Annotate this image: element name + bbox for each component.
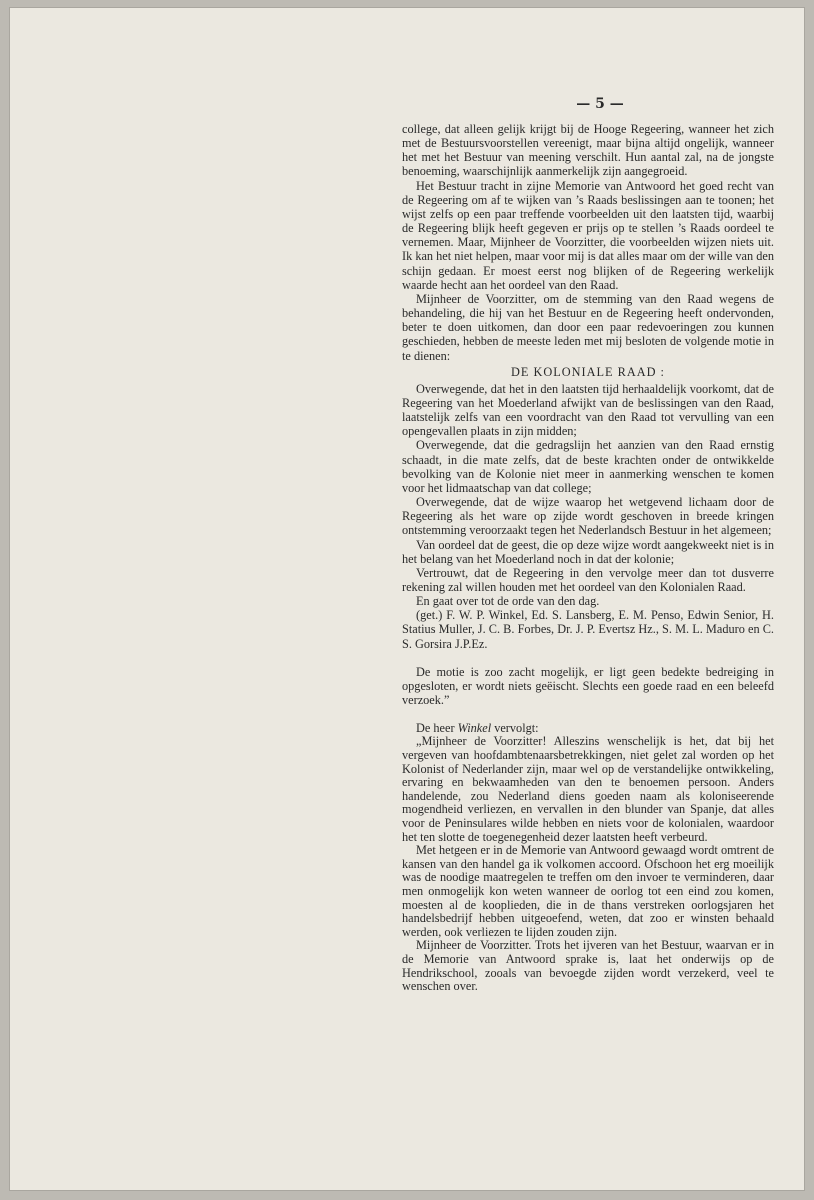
- paragraph: college, dat alleen gelijk krijgt bij de Hooge Regeering, wanneer het zich met de Bestuursvoorstellen vereenigt, maar bijna altijd ongelijk, wanneer het met het Bestuur van meening verschilt. Hun aantal zal, na de jongste benoeming, waarschijnlijk aanmerkelijk zijn aangegroeid.: [402, 122, 774, 179]
- paragraph: Mijnheer de Voorzitter. Trots het ijveren van het Bestuur, waarvan er in de Memorie van Antwoord sprake is, laat het onderwijs op de Hendrikschool, zooals van bevoegde zijden wordt verzekerd, veel te wenschen over.: [402, 938, 774, 994]
- motion-clause: Overwegende, dat de wijze waarop het wetgevend lichaam door de Regeering als het ware op zijde wordt geschoven in breede kringen ontstemming veroorzaakt tegen het Nederlandsch Bestuur in het algemeen;: [402, 495, 774, 538]
- paragraph: De motie is zoo zacht mogelijk, er ligt geen bedekte bedreiging in opgesloten, er wordt niets geëischt. Slechts een goede raad en een beleefd verzoek.”: [402, 664, 774, 708]
- motion-heading: DE KOLONIALE RAAD :: [511, 364, 665, 379]
- speaker-prefix: De heer: [416, 721, 458, 736]
- speaker-suffix: vervolgt:: [491, 721, 539, 736]
- paragraph: Het Bestuur tracht in zijne Memorie van Antwoord het goed recht van de Regeering om af te wijken van ’s Raads beslissingen aan te toonen; het wijst zelfs op een paar treffende voorbeelden uit den laatsten tijd, waarbij de Regeering blijk heeft gegeven er prijs op te stellen ’s Raads oordeel te vernemen. Maar, Mijnheer de Voorzitter, die voorbeelden wijzen niets uit. Ik kan het niet helpen, maar voor mij is dat alles maar om der wille van den schijn gedaan. Er moest eerst nog blijken of de Regeering werkelijk waarde hecht aan het oordeel van den Raad.: [402, 178, 774, 292]
- motion-clause: Overwegende, dat het in den laatsten tijd herhaaldelijk voorkomt, dat de Regeering van het Moederland afwijkt van de beslissingen van den Raad, laatstelijk zelfs van een voordracht van den Raad tot vervulling van een opengevallen plaats in zijn midden;: [402, 381, 774, 439]
- motion-clause: En gaat over tot de orde van den dag.: [416, 594, 600, 609]
- article-text: [402, 122, 774, 994]
- speaker-line: [402, 721, 774, 735]
- page-number: — 5 —: [576, 96, 624, 112]
- speaker-name: Winkel: [457, 721, 492, 736]
- spacer: [402, 651, 774, 665]
- motion-clause: Overwegende, dat die gedragslijn het aanzien van den Raad ernstig schaadt, in die mate zelfs, dat de beste krachten onder de ontwikkelde bevolking van de Kolonie niet meer in aanmerking wenschen te komen voor het lidmaatschap van dat college;: [402, 438, 774, 495]
- paragraph: Mijnheer de Voorzitter, om de stemming van den Raad wegens de behandeling, die hij van het Bestuur en de Regeering heeft ondervonden, beter te doen uitkomen, dan door een paar redevoeringen zou kunnen geschieden, hebben de meeste leden met mij besloten de volgende motie in te dienen:: [402, 291, 774, 363]
- paragraph: „Mijnheer de Voorzitter! Alleszins wenschelijk is het, dat bij het vergeven van hoofdambtenaarsbetrekkingen, niet gelet zal worden op het Kolonist of Nederlander zijn, maar wel op de verstandelijke ontwikkeling, ervaring en bekwaamheden van den te benoemen persoon. Anders handelende, zou Nederland diens goeden naam als koloniseerende mogendheid verliezen, en vervallen in den blunder van Spanje, dat alles voor de Peninsulares wilde hebben en niets voor de kolonialen, waardoor het ten slotte de toegenegenheid dezer laatsten heeft verbeurd.: [402, 734, 774, 844]
- motion-signatories: (get.) F. W. P. Winkel, Ed. S. Lansberg, E. M. Penso, Edwin Senior, H. Statius Muller, J. C. B. Forbes, Dr. J. P. Evertsz Hz., S. M. L. Maduro en C. S. Gorsira J.P.Ez.: [402, 608, 774, 651]
- motion-clause: Vertrouwt, dat de Regeering in den vervolge meer dan tot dusverre rekening zal willen houden met het oordeel van den Kolonialen Raad.: [402, 565, 774, 594]
- motion-clause: Van oordeel dat de geest, die op deze wijze wordt aangekweekt niet is in het belang van het Moederland noch in dat der kolonie;: [402, 537, 774, 566]
- paragraph: Met hetgeen er in de Memorie van Antwoord gewaagd wordt omtrent de kansen van den handel ga ik volkomen accoord. Ofschoon het erg moeilijk was de noodige maatregelen te treffen om den invoer te verminderen, daar men onmogelijk kon weten wanneer de oorlog tot een eind zou komen, moesten al de kooplieden, die in de thans verstreken oorlogsjaren het handelsbedrijf hebben uitgeoefend, weten, dat zoo er winsten behaald werden, ook verliezen te lijden zouden zijn.: [402, 843, 774, 939]
- spacer: [402, 707, 774, 721]
